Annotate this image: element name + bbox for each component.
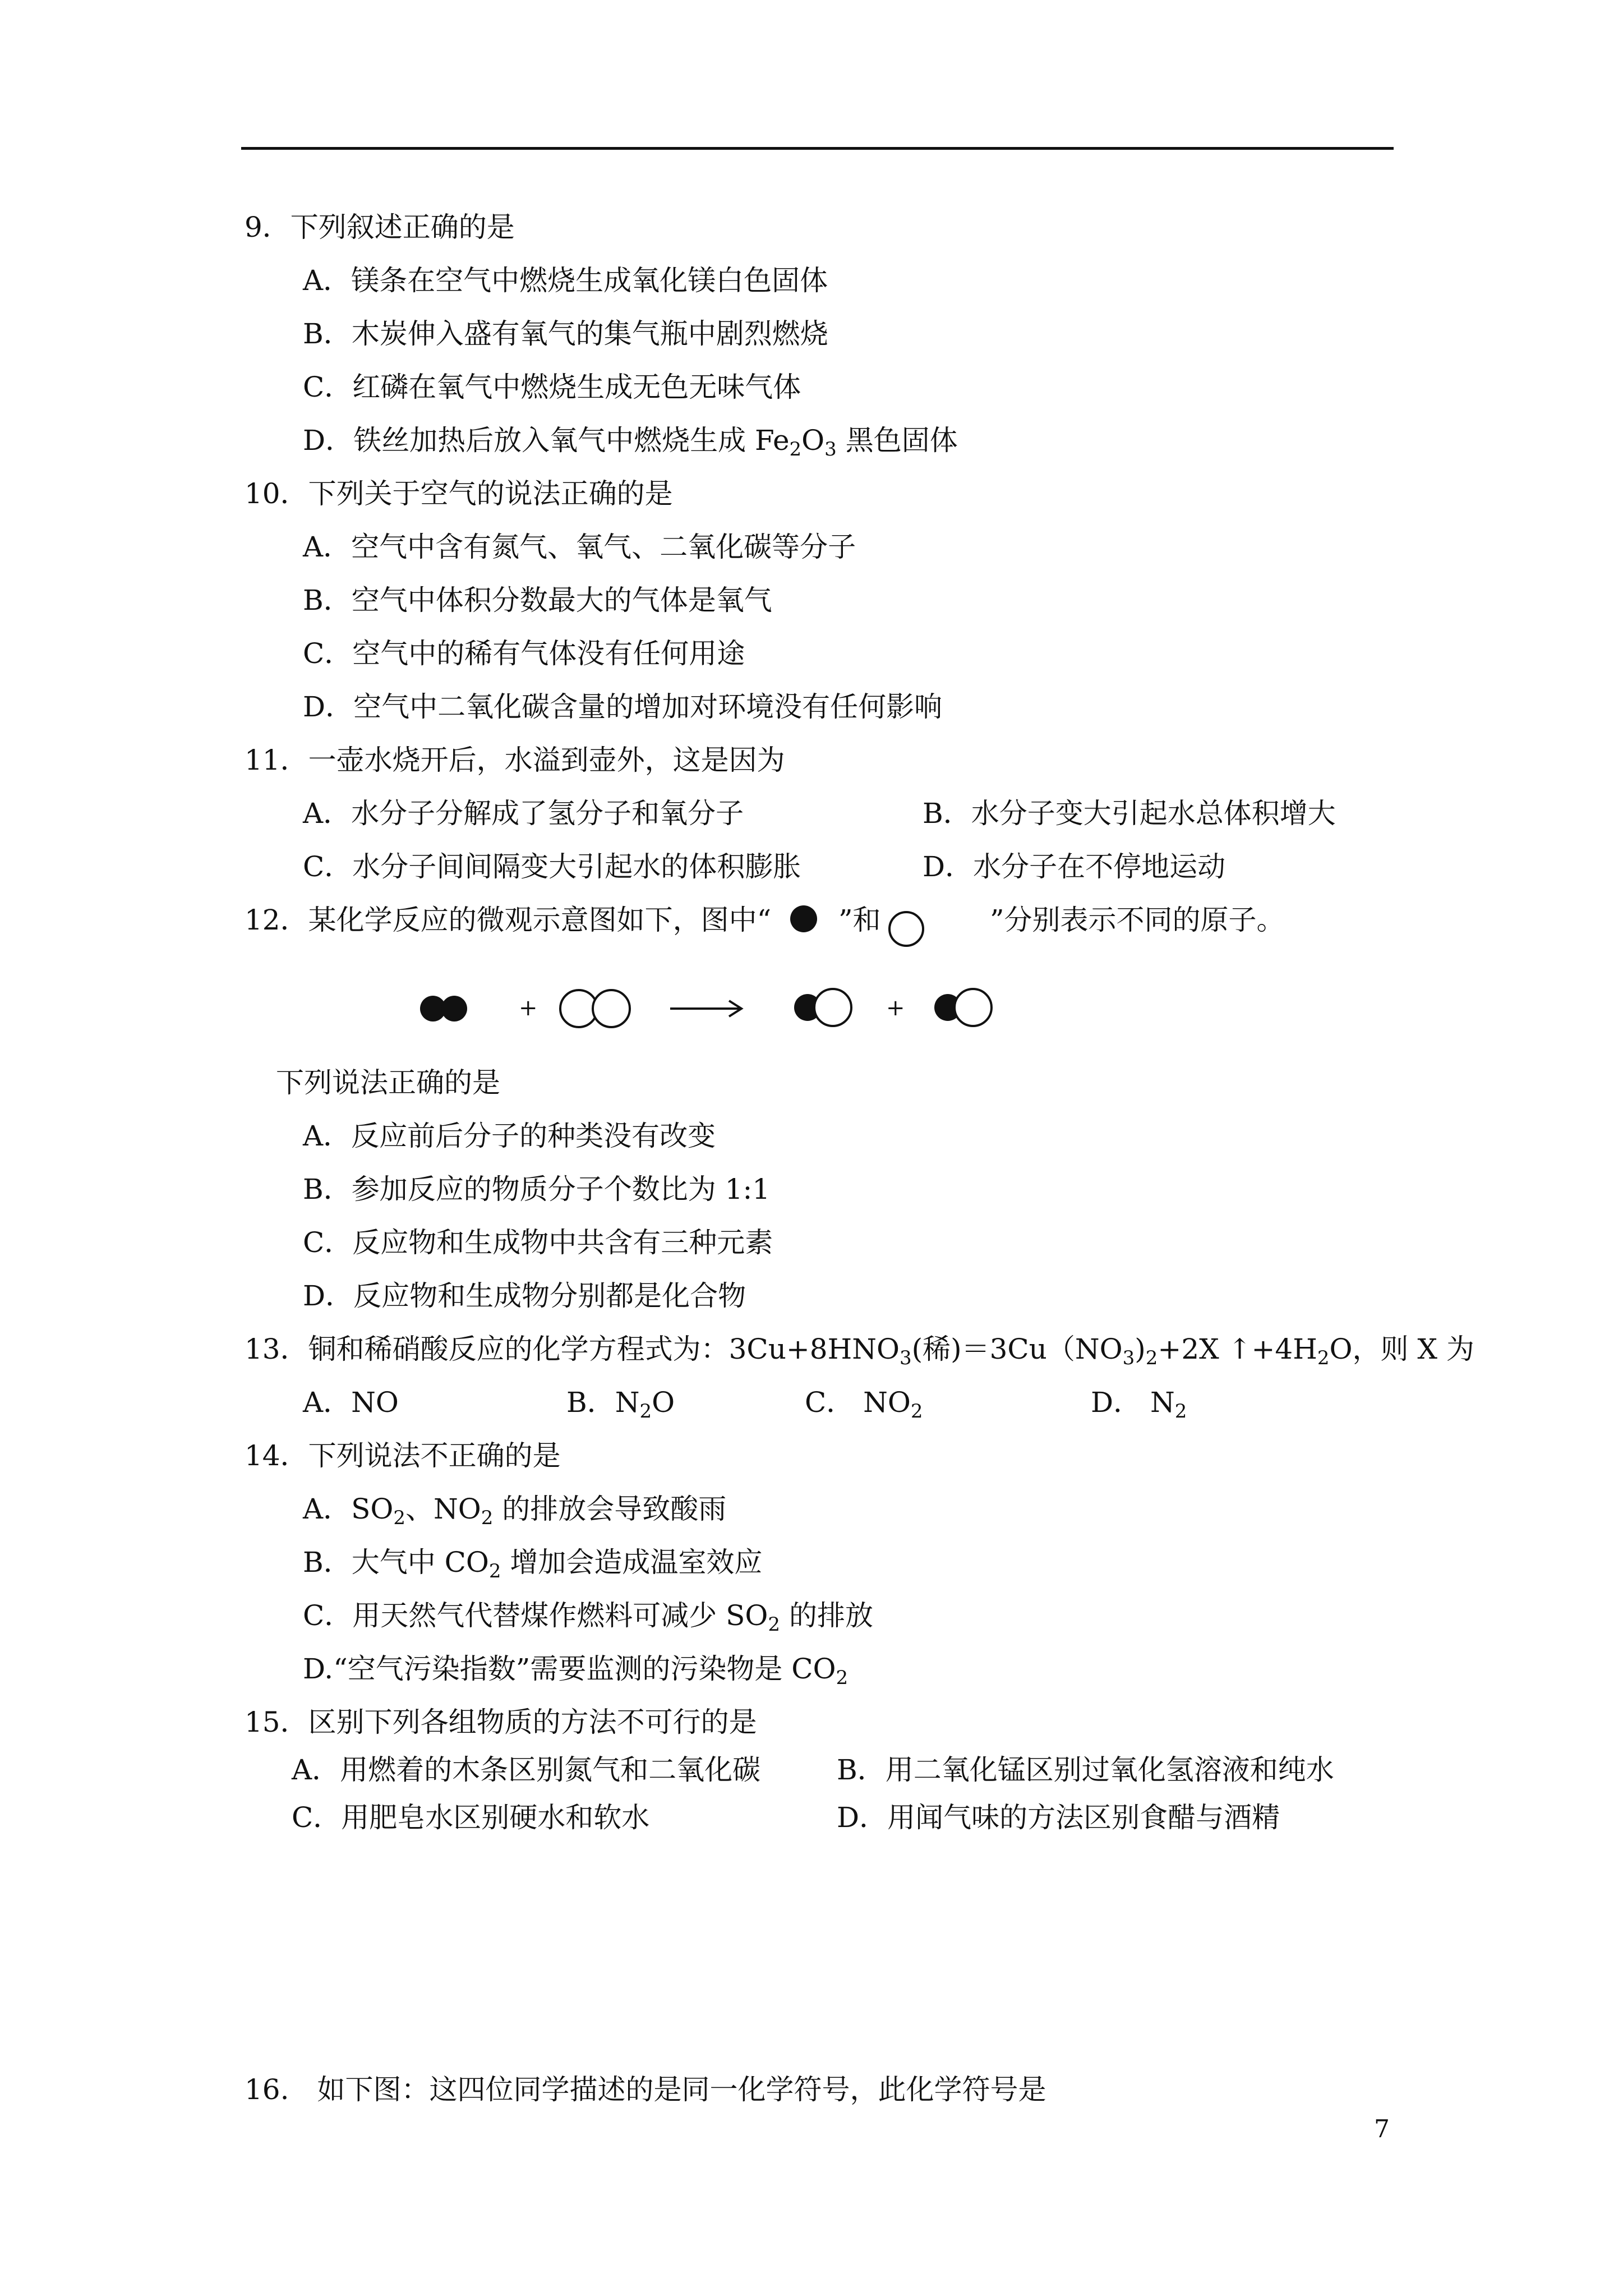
reaction-diagram <box>404 976 1021 1038</box>
q13-option-d: D． $N_2$ <box>1091 1386 1187 1423</box>
q11-option-d: D．水分子在不停地运动 <box>923 850 1226 883</box>
q10-option-c: C．空气中的稀有气体没有任何用途 <box>303 637 745 670</box>
q12-stem-middle: ”和 <box>838 904 881 936</box>
q9-option-b: B．木炭伸入盛有氧气的集气瓶中剧烈燃烧 <box>303 318 828 350</box>
q12-option-b: B．参加反应的物质分子个数比为 1:1 <box>303 1173 771 1205</box>
product-molecule-1 <box>794 989 851 1026</box>
q13-option-b: B．$N_2O$ <box>566 1386 675 1423</box>
product-molecule-2 <box>934 989 992 1026</box>
q14-option-a: A．$SO_2$、$NO_2$ 的排放会导致酸雨 <box>303 1493 727 1529</box>
q13-stem: 13．铜和稀硝酸反应的化学方程式为：$3Cu+8HNO_3$(稀)$=3Cu(NO_3)_2+2X$ $↑+4H_2O$，则 X 为 <box>245 1333 1474 1369</box>
q11-option-c: C．水分子间间隔变大引起水的体积膨胀 <box>303 850 801 883</box>
hollow-atom-legend-icon <box>886 909 926 949</box>
q14-option-c: C．用天然气代替煤作燃料可减少 $SO_2$ 的排放 <box>303 1599 873 1636</box>
q14-stem: 14．下列说法不正确的是 <box>245 1439 561 1472</box>
plus-sign-2: + <box>886 995 905 1021</box>
q15-option-d: D．用闻气味的方法区别食醋与酒精 <box>837 1801 1280 1834</box>
q9-stem: 9．下列叙述正确的是 <box>245 211 515 243</box>
filled-atom-legend-icon <box>788 903 819 935</box>
q16-stem: 16. 如下图：这四位同学描述的是同一化学符号，此化学符号是 <box>245 2073 1046 2106</box>
q15-stem: 15．区别下列各组物质的方法不可行的是 <box>245 1706 757 1738</box>
plus-sign-1: + <box>519 995 538 1021</box>
q12-option-d: D．反应物和生成物分别都是化合物 <box>303 1280 746 1312</box>
q9-option-d: D．铁丝加热后放入氧气中燃烧生成 $Fe_2O_3$ 黑色固体 <box>303 424 958 461</box>
q12-stem-start: 12．某化学反应的微观示意图如下，图中“ <box>245 904 772 936</box>
q9-option-c: C．红磷在氧气中燃烧生成无色无味气体 <box>303 371 801 403</box>
q12-stem-end: ”分别表示不同的原子。 <box>990 904 1285 936</box>
reactant-hollow-molecule <box>560 990 630 1027</box>
header-rule <box>241 147 1394 150</box>
q10-option-b: B．空气中体积分数最大的气体是氧气 <box>303 584 772 616</box>
q10-option-d: D．空气中二氧化碳含量的增加对环境没有任何影响 <box>303 691 943 723</box>
q9-option-a: A．镁条在空气中燃烧生成氧化镁白色固体 <box>303 264 828 297</box>
q11-stem: 11．一壶水烧开后，水溢到壶外，这是因为 <box>245 744 785 776</box>
q12-option-a: A．反应前后分子的种类没有改变 <box>303 1120 716 1152</box>
q13-option-a: A．NO <box>303 1386 399 1419</box>
q11-option-b: B．水分子变大引起水总体积增大 <box>923 797 1336 830</box>
q12-option-c: C．反应物和生成物中共含有三种元素 <box>303 1226 773 1259</box>
page-number: 7 <box>1374 2115 1390 2143</box>
q10-stem: 10．下列关于空气的说法正确的是 <box>245 477 673 510</box>
reaction-arrow-icon <box>670 1001 741 1016</box>
q10-option-a: A．空气中含有氮气、氧气、二氧化碳等分子 <box>303 531 856 563</box>
q13-option-c: C． $NO_2$ <box>805 1386 923 1423</box>
q15-option-c: C．用肥皂水区别硬水和软水 <box>292 1801 650 1834</box>
reactant-filled-molecule <box>420 996 467 1022</box>
q11-option-a: A．水分子分解成了氢分子和氧分子 <box>303 797 744 830</box>
q14-option-b: B．大气中 $CO_2$ 增加会造成温室效应 <box>303 1546 763 1582</box>
q15-option-b: B．用二氧化锰区别过氧化氢溶液和纯水 <box>837 1754 1334 1786</box>
q15-option-a: A．用燃着的木条区别氮气和二氧化碳 <box>292 1754 761 1786</box>
q14-option-d: D.“空气污染指数”需要监测的污染物是 $CO_2$ <box>303 1653 849 1689</box>
q12-lead: 下列说法正确的是 <box>276 1066 500 1099</box>
